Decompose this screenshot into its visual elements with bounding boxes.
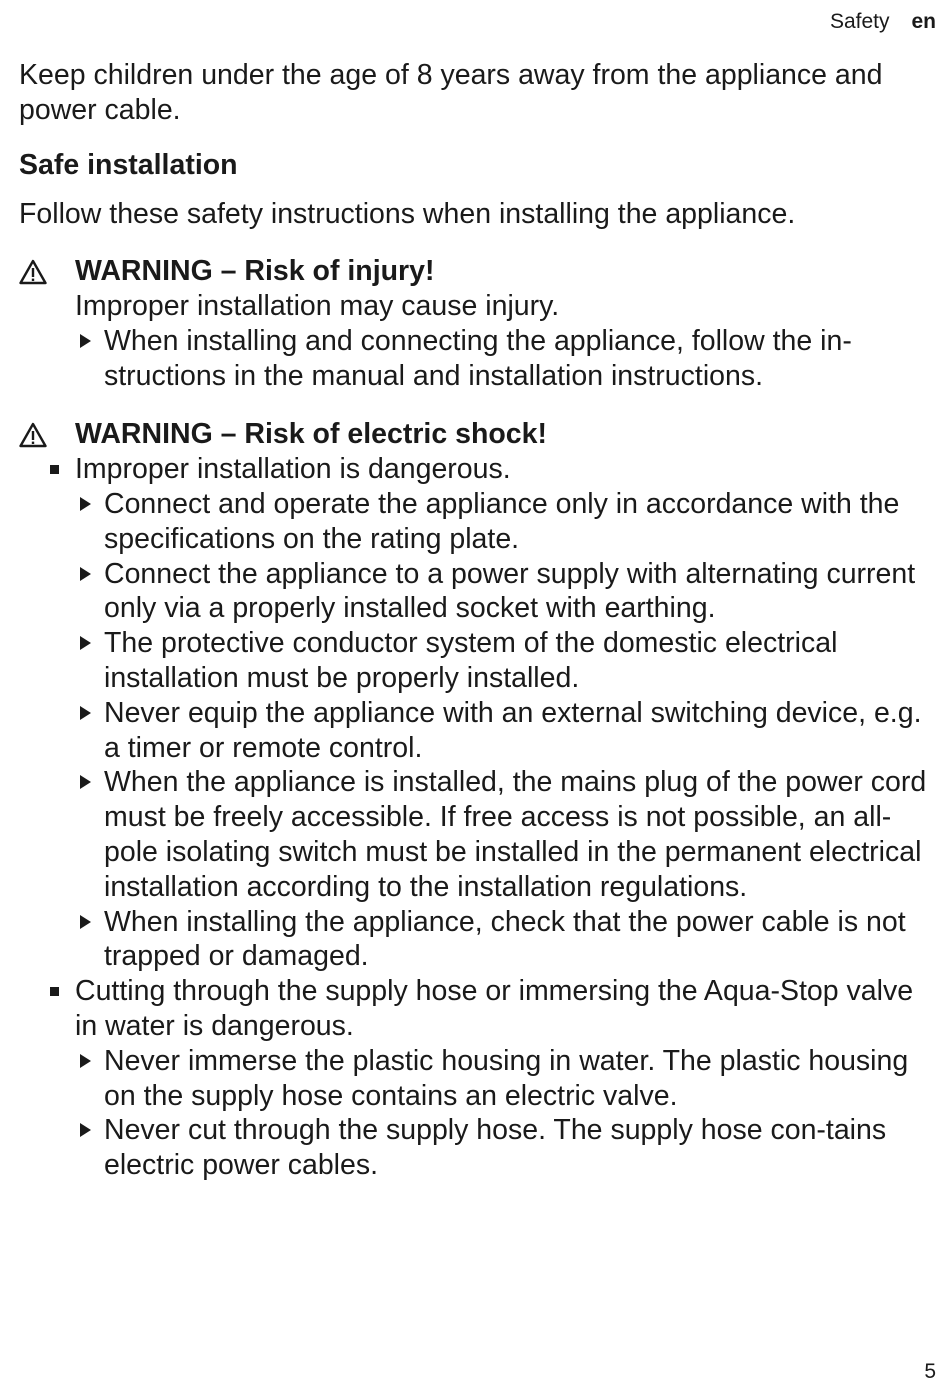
- arrow-right-icon: [75, 1044, 104, 1079]
- instruction-step: Connect and operate the appliance only in accordance with the specifications on the rating plate.: [19, 487, 937, 557]
- arrow-right-icon: [75, 626, 104, 661]
- section-lead: Follow these safety instructions when installing the appliance.: [19, 198, 796, 231]
- hazard-item: Cutting through the supply hose or immersing the Aqua-Stop valve in water is dangerous.: [19, 974, 937, 1044]
- arrow-right-icon: [75, 905, 104, 940]
- instruction-step: When installing the appliance, check that the power cable is not trapped or damaged.: [19, 905, 937, 975]
- instruction-step: The protective conductor system of the domestic electrical installation must be properly installed.: [19, 626, 937, 696]
- instruction-step: Never immerse the plastic housing in water. The plastic housing on the supply hose contains an electric valve.: [19, 1044, 937, 1114]
- arrow-right-icon: [75, 324, 104, 359]
- instruction-step: Never cut through the supply hose. The supply hose con-tains electric power cables.: [19, 1113, 937, 1183]
- arrow-right-icon: [75, 487, 104, 522]
- arrow-right-icon: [75, 765, 104, 800]
- arrow-right-icon: [75, 1113, 104, 1148]
- square-bullet-icon: [19, 452, 75, 487]
- square-bullet-icon: [19, 974, 75, 1009]
- warning-title: WARNING – Risk of injury!: [19, 254, 937, 289]
- instruction-step: Connect the appliance to a power supply with alternating current only via a properly installed socket with earthing.: [19, 557, 937, 627]
- header-section: Safety: [829, 10, 890, 33]
- instruction-step: When installing and connecting the appliance, follow the in-structions in the manual and installation instructions.: [19, 324, 937, 394]
- hazard-item: Improper installation is dangerous.: [19, 452, 937, 487]
- instruction-step: When the appliance is installed, the mains plug of the power cord must be freely accessible. If free access is not possible, an all-pole isolating switch must be installed in the permanent electrical installation according to the installation regulations.: [19, 765, 937, 904]
- warning-electric-shock: [19, 417, 937, 1183]
- section-title: Safe installation: [19, 148, 238, 181]
- instruction-step: Never equip the appliance with an external switching device, e.g. a timer or remote control.: [19, 696, 937, 766]
- arrow-right-icon: [75, 557, 104, 592]
- warning-triangle-icon: [19, 254, 75, 289]
- header-language: en: [911, 10, 936, 33]
- warning-injury: [19, 254, 937, 393]
- warning-triangle-icon: [19, 417, 75, 452]
- intro-paragraph: Keep children under the age of 8 years away from the appliance and power cable.: [19, 59, 883, 126]
- warning-title: WARNING – Risk of electric shock!: [19, 417, 937, 452]
- page-number: 5: [924, 1360, 936, 1383]
- arrow-right-icon: [75, 696, 104, 731]
- page-content: [19, 58, 937, 1207]
- warning-cause: Improper installation may cause injury.: [75, 289, 560, 322]
- page-header: [830, 8, 936, 36]
